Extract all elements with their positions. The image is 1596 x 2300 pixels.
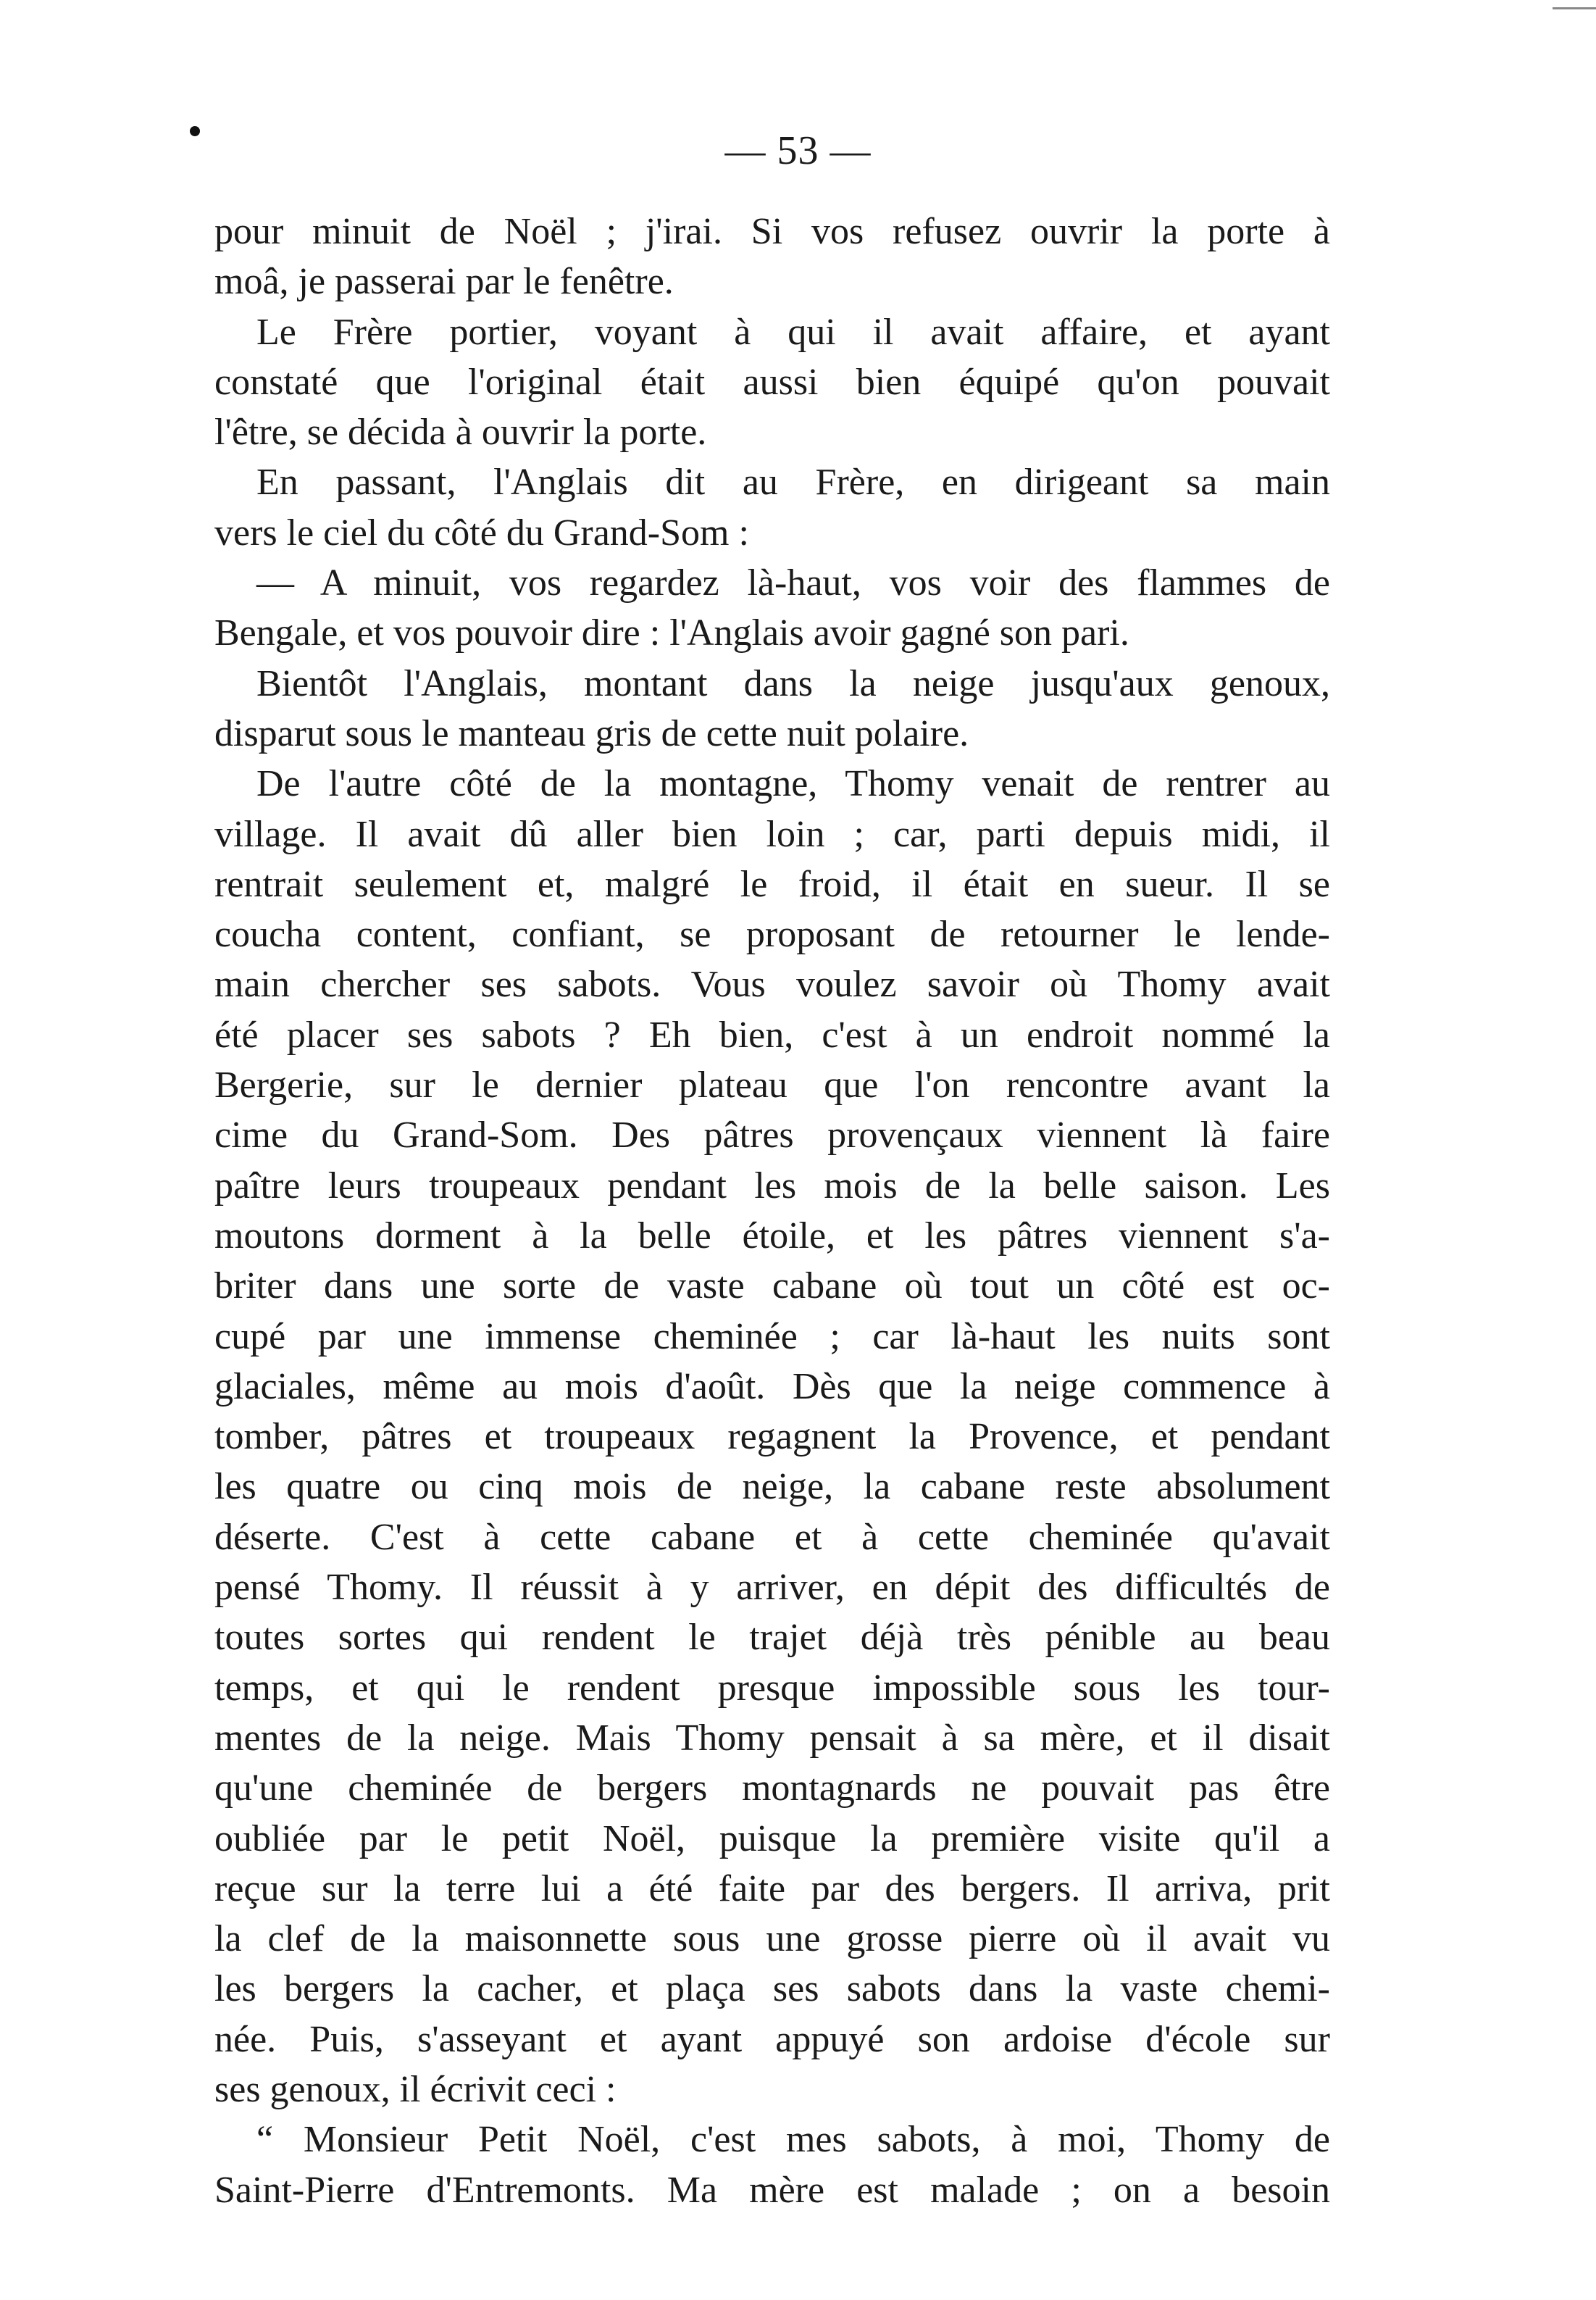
text-line: vers le ciel du côté du Grand-Som : <box>214 512 749 554</box>
text-line: En passant, l'Anglais dit au Frère, en dirigeant sa main <box>256 462 1330 504</box>
text-line: — A minuit, vos regardez là-haut, vos voir des flammes de <box>256 562 1330 604</box>
text-line: toutes sortes qui rendent le trajet déjà très pénible au beau <box>214 1617 1330 1659</box>
text-line: moutons dorment à la belle étoile, et les pâtres viennent s'a- <box>214 1214 1330 1257</box>
text-line: née. Puis, s'asseyant et ayant appuyé son ardoise d'école sur <box>214 2018 1330 2060</box>
text-line: cime du Grand-Som. Des pâtres provençaux viennent là faire <box>214 1114 1330 1157</box>
text-line: moâ, je passerai par le fenêtre. <box>214 261 674 303</box>
scan-edge-rule <box>1553 7 1596 9</box>
text-line: déserte. C'est à cette cabane et à cette cheminée qu'avait <box>214 1516 1330 1558</box>
text-line: rentrait seulement et, malgré le froid, il était en sueur. Il se <box>214 863 1330 905</box>
text-line: oubliée par le petit Noël, puisque la première visite qu'il a <box>214 1817 1330 1859</box>
text-line: été placer ses sabots ? Eh bien, c'est à un endroit nommé la <box>214 1014 1330 1056</box>
text-line: Bergerie, sur le dernier plateau que l'on rencontre avant la <box>214 1064 1330 1107</box>
text-line: les bergers la cacher, et plaça ses sabots dans la vaste chemi- <box>214 1968 1330 2010</box>
text-line: cupé par une immense cheminée ; car là-haut les nuits sont <box>214 1315 1330 1357</box>
text-line: mentes de la neige. Mais Thomy pensait à sa mère, et il disait <box>214 1717 1330 1759</box>
text-line: pour minuit de Noël ; j'irai. Si vos refusez ouvrir la porte à <box>214 211 1330 252</box>
text-line: disparut sous le manteau gris de cette nuit polaire. <box>214 712 969 754</box>
text-line: De l'autre côté de la montagne, Thomy venait de rentrer au <box>256 763 1330 805</box>
text-line: glaciales, même au mois d'août. Dès que la neige commence à <box>214 1365 1330 1407</box>
text-line: la clef de la maisonnette sous une grosse pierre où il avait vu <box>214 1918 1330 1960</box>
page-number: — 53 — <box>724 128 872 173</box>
text-line: les quatre ou cinq mois de neige, la cabane reste absolument <box>214 1466 1330 1508</box>
text-line: reçue sur la terre lui a été faite par des bergers. Il arriva, prit <box>214 1867 1330 1909</box>
text-line: Bengale, et vos pouvoir dire : l'Anglais avoir gagné son pari. <box>214 612 1129 654</box>
text-body <box>214 207 1330 2215</box>
text-line: l'être, se décida à ouvrir la porte. <box>214 412 707 454</box>
text-line: tomber, pâtres et troupeaux regagnent la Provence, et pendant <box>214 1416 1330 1458</box>
text-line: pensé Thomy. Il réussit à y arriver, en dépit des difficultés de <box>214 1567 1330 1609</box>
text-line: paître leurs troupeaux pendant les mois de la belle saison. Les <box>214 1164 1330 1207</box>
text-line: “ Monsieur Petit Noël, c'est mes sabots, à moi, Thomy de <box>256 2119 1330 2161</box>
text-line: main chercher ses sabots. Vous voulez savoir où Thomy avait <box>214 964 1330 1006</box>
text-line: Bientôt l'Anglais, montant dans la neige jusqu'aux genoux, <box>256 662 1330 704</box>
text-line: ses genoux, il écrivit ceci : <box>214 2068 617 2110</box>
text-line: Saint-Pierre d'Entremonts. Ma mère est malade ; on a besoin <box>214 2169 1330 2211</box>
text-line: village. Il avait dû aller bien loin ; car, parti depuis midi, il <box>214 813 1330 855</box>
text-line: qu'une cheminée de bergers montagnards ne pouvait pas être <box>214 1767 1330 1809</box>
text-line: coucha content, confiant, se proposant de retourner le lende- <box>214 914 1330 956</box>
text-line: briter dans une sorte de vaste cabane où tout un côté est oc- <box>214 1265 1330 1307</box>
text-line: Le Frère portier, voyant à qui il avait affaire, et ayant <box>256 311 1330 353</box>
text-line: constaté que l'original était aussi bien équipé qu'on pouvait <box>214 361 1330 403</box>
text-line: temps, et qui le rendent presque impossible sous les tour- <box>214 1667 1330 1709</box>
